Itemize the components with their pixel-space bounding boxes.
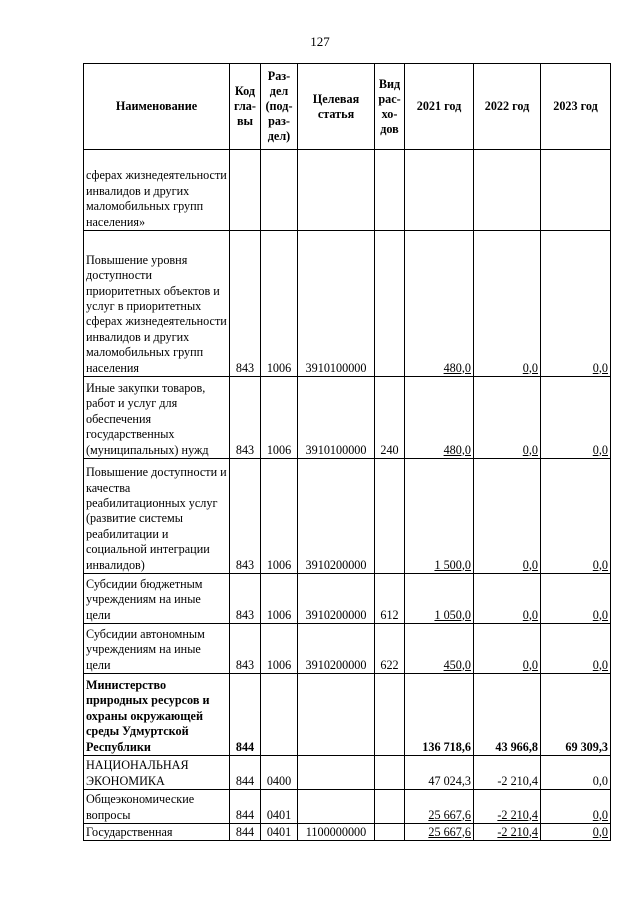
header-year-2023: 2023 год [541,64,611,150]
table-row [84,150,611,231]
row-2022: 43 966,8 [474,674,541,756]
row-chapter: 844 [230,824,261,841]
row-2022: 0,0 [474,459,541,574]
row-2021: 25 667,6 [405,790,474,824]
row-target [298,674,375,756]
row-name: НАЦИОНАЛЬНАЯ ЭКОНОМИКА [84,756,230,790]
row-2023: 0,0 [541,231,611,377]
row-2023 [541,150,611,231]
table-row [84,790,611,824]
row-target: 1100000000 [298,824,375,841]
row-name: Повышение доступности и качества реабилитационных услуг (развитие системы реабилитации и социальной интеграции инвалидов) [84,459,230,574]
row-expense [375,674,405,756]
row-2021: 480,0 [405,231,474,377]
row-2022: -2 210,4 [474,756,541,790]
row-2023: 0,0 [541,459,611,574]
page-number: 127 [310,34,330,49]
table-row [84,824,611,841]
row-name: сферах жизнедеятельности инвалидов и других маломобильных групп населения» [84,150,230,231]
row-name: Государственная [84,824,230,841]
row-target: 3910200000 [298,574,375,624]
row-2021: 1 500,0 [405,459,474,574]
table-row [84,624,611,674]
row-expense: 240 [375,377,405,459]
header-target-article: Целевая статья [298,64,375,150]
row-section: 0401 [261,824,298,841]
header-expense-type: Вид рас-хо-дов [375,64,405,150]
row-chapter: 843 [230,377,261,459]
row-2021: 136 718,6 [405,674,474,756]
table-row [84,377,611,459]
row-chapter [230,150,261,231]
row-2021: 450,0 [405,624,474,674]
row-expense: 612 [375,574,405,624]
row-2022: -2 210,4 [474,824,541,841]
row-section: 1006 [261,459,298,574]
budget-table [83,63,611,841]
row-2023: 0,0 [541,574,611,624]
row-2023: 0,0 [541,624,611,674]
row-expense: 622 [375,624,405,674]
row-chapter: 843 [230,231,261,377]
row-target [298,150,375,231]
header-section: Раз-дел (под-раз-дел) [261,64,298,150]
table-row [84,459,611,574]
row-2021: 480,0 [405,377,474,459]
header-name: Наименование [84,64,230,150]
row-name: Повышение уровня доступности приоритетных объектов и услуг в приоритетных сферах жизнедеятельности инвалидов и других маломобильных групп населения [84,231,230,377]
row-2023: 0,0 [541,824,611,841]
row-2021 [405,150,474,231]
row-target: 3910100000 [298,231,375,377]
row-section: 1006 [261,624,298,674]
row-section: 0401 [261,790,298,824]
row-expense [375,756,405,790]
header-year-2022: 2022 год [474,64,541,150]
row-chapter: 843 [230,624,261,674]
row-section: 0400 [261,756,298,790]
row-name: Иные закупки товаров, работ и услуг для обеспечения государственных (муниципальных) нужд [84,377,230,459]
row-expense [375,231,405,377]
table-row [84,574,611,624]
row-section [261,674,298,756]
row-2022: 0,0 [474,574,541,624]
row-target [298,790,375,824]
table-row [84,674,611,756]
row-section: 1006 [261,377,298,459]
row-chapter: 844 [230,756,261,790]
row-2023: 69 309,3 [541,674,611,756]
row-target: 3910200000 [298,624,375,674]
header-chapter-code: Код гла-вы [230,64,261,150]
row-2023: 0,0 [541,756,611,790]
row-expense [375,824,405,841]
row-chapter: 844 [230,674,261,756]
row-target: 3910200000 [298,459,375,574]
row-2022: 0,0 [474,624,541,674]
row-expense [375,459,405,574]
row-section: 1006 [261,231,298,377]
row-name: Министерство природных ресурсов и охраны окружающей среды Удмуртской Республики [84,674,230,756]
table-header-row [84,64,611,150]
row-name: Общеэкономические вопросы [84,790,230,824]
row-2023: 0,0 [541,377,611,459]
row-2021: 47 024,3 [405,756,474,790]
row-name: Субсидии бюджетным учреждениям на иные цели [84,574,230,624]
row-2022: 0,0 [474,231,541,377]
row-2022: 0,0 [474,377,541,459]
row-target [298,756,375,790]
row-2021: 25 667,6 [405,824,474,841]
row-expense [375,150,405,231]
row-chapter: 843 [230,459,261,574]
row-chapter: 843 [230,574,261,624]
row-target: 3910100000 [298,377,375,459]
row-2022: -2 210,4 [474,790,541,824]
row-name: Субсидии автономным учреждениям на иные цели [84,624,230,674]
row-2023: 0,0 [541,790,611,824]
row-expense [375,790,405,824]
header-year-2021: 2021 год [405,64,474,150]
row-section [261,150,298,231]
table-row [84,231,611,377]
row-section: 1006 [261,574,298,624]
table-row [84,756,611,790]
row-2021: 1 050,0 [405,574,474,624]
row-chapter: 844 [230,790,261,824]
row-2022 [474,150,541,231]
